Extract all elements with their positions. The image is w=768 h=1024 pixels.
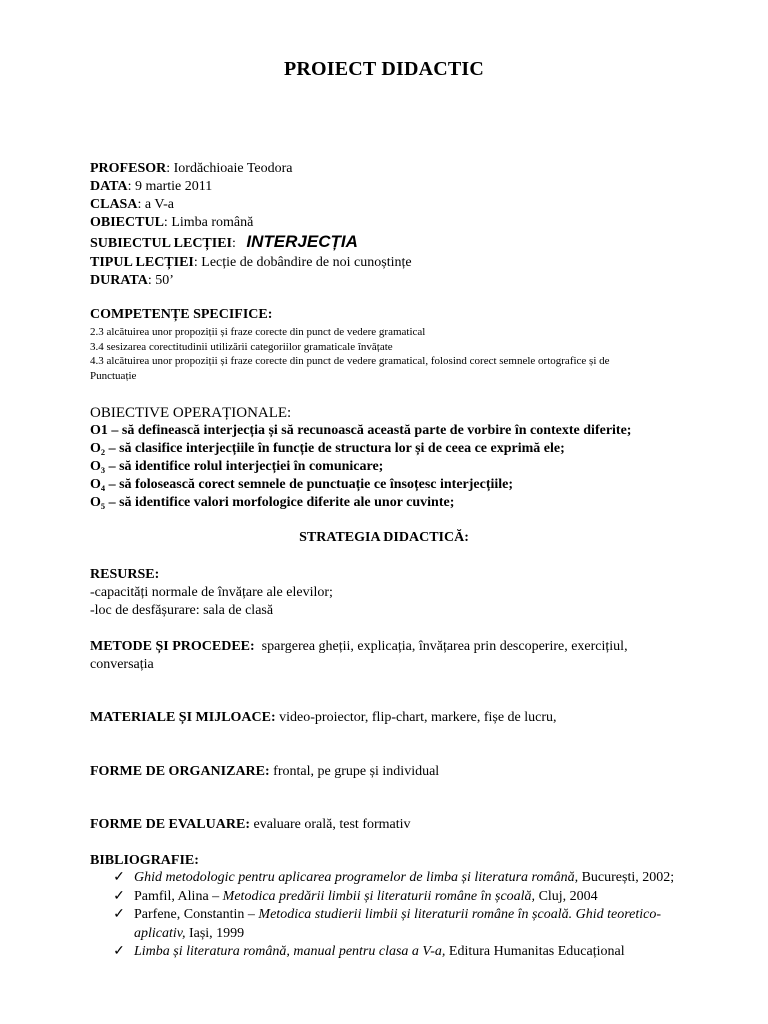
subiectul-row: SUBIECTUL LECȚIEI: INTERJECȚIA (90, 232, 358, 251)
materiale-section (90, 709, 728, 727)
check-mark-icon: ✓ (113, 888, 125, 904)
clasa-value: a V-a (144, 197, 175, 212)
obiectiv-item: O₄ – să folosească corect semnele de punctuație ce însoțesc interjecțiile; (90, 477, 514, 492)
evaluare-section (90, 816, 728, 834)
durata-row: DURATA: 50’ (90, 273, 174, 288)
bib-details: București, 2002; (578, 870, 675, 885)
strategia-heading: STRATEGIA DIDACTICĂ: (299, 530, 469, 545)
subiectul-label: SUBIECTUL LECȚIEI (90, 236, 233, 251)
obiective-heading: OBIECTIVE OPERAȚIONALE: (90, 405, 292, 421)
data-label: DATA (90, 179, 128, 194)
page-title: PROIECT DIDACTIC (283, 58, 485, 80)
bib-details: Editura Humanitas Educațional (445, 944, 625, 959)
tipul-row: TIPUL LECȚIEI: Lecție de dobândire de noi cunoștințe (90, 255, 412, 270)
metode-value-cont: conversația (90, 657, 154, 672)
competente-section (90, 306, 728, 383)
evaluare-label: FORME DE EVALUARE: (90, 817, 250, 832)
obiectul-value: Limba română (171, 215, 254, 230)
data-value: 9 martie 2011 (134, 179, 213, 194)
organizare-section (90, 763, 728, 781)
bib-title: Limba și literatura română, manual pentru clasa a V-a, (134, 944, 446, 959)
profesor-row: PROFESOR: Iordăchioaie Teodora (90, 161, 293, 176)
bibliografie-item (110, 869, 728, 888)
bib-details: Iași, 1999 (185, 925, 245, 941)
data-row: DATA: 9 martie 2011 (90, 179, 213, 194)
bib-title: Metodica studierii limbii și literaturii române în școală. Ghid teoretico- (258, 907, 662, 922)
bib-title: Metodica predării limbii și literaturii române în școală, (222, 888, 536, 904)
evaluare-value: evaluare orală, test formativ (249, 817, 411, 832)
competenta-item: Punctuație (90, 369, 137, 382)
obiectiv-item: O₃ – să identifice rolul interjecției în comunicare; (90, 459, 384, 474)
bibliografie-list (110, 869, 728, 962)
bib-author: Pamfil, Alina – (134, 888, 223, 904)
bib-author: Parfene, Constantin – (134, 907, 259, 922)
obiectul-row: OBIECTUL: Limba română (90, 215, 254, 230)
resurse-item: -loc de desfășurare: sala de clasă (90, 603, 274, 618)
obiectul-label: OBIECTUL (90, 215, 164, 230)
check-mark-icon: ✓ (113, 944, 125, 959)
check-mark-icon: ✓ (113, 870, 125, 885)
profesor-label: PROFESOR (90, 161, 167, 176)
bib-title: Ghid metodologic pentru aplicarea programelor de limba și literatura română, (134, 870, 579, 885)
profesor-value: Iordăchioaie Teodora (173, 161, 293, 176)
durata-value: 50’ (155, 273, 174, 288)
resurse-item: -capacități normale de învățare ale elevilor; (90, 585, 333, 600)
durata-label: DURATA (90, 273, 148, 288)
competente-heading: COMPETENȚE SPECIFICE: (90, 307, 273, 322)
obiectiv-item: O1 – să definească interjecția și să recunoască această parte de vorbire în contexte diferite; (90, 423, 632, 438)
competenta-item: 4.3 alcătuirea unor propoziții și fraze corecte din punct de vedere gramatical, folosind corect semnele ortografice și de (90, 355, 610, 367)
metode-value: spargerea gheții, explicația, învățarea prin descoperire, exercițiul, (254, 639, 628, 654)
bib-details: Cluj, 2004 (535, 888, 598, 904)
bibliografie-item (110, 888, 728, 907)
check-mark-icon: ✓ (113, 907, 125, 922)
resurse-heading: RESURSE: (90, 567, 160, 582)
obiectiv-item: O₅ – să identifice valori morfologice diferite ale unor cuvinte; (90, 495, 455, 510)
clasa-row: CLASA: a V-a (90, 197, 175, 212)
bibliografie-heading-wrap (90, 852, 728, 870)
bib-title-cont: aplicativ, (134, 925, 186, 941)
lesson-header (90, 160, 728, 290)
bibliografie-item (110, 943, 728, 962)
materiale-label: MATERIALE ȘI MIJLOACE: (90, 710, 276, 725)
tipul-label: TIPUL LECȚIEI (90, 255, 194, 270)
organizare-value: frontal, pe grupe și individual (269, 764, 440, 779)
competenta-item: 3.4 sesizarea corectitudinii utilizării categoriilor gramaticale învățate (90, 340, 393, 353)
organizare-label: FORME DE ORGANIZARE: (90, 764, 270, 779)
materiale-value: video-proiector, flip-chart, markere, fișe de lucru, (275, 710, 557, 725)
obiective-section (90, 404, 728, 512)
resurse-section (90, 566, 728, 620)
competente-list (90, 325, 728, 383)
competenta-item: 2.3 alcătuirea unor propoziții și fraze corecte din punct de vedere gramatical (90, 326, 426, 338)
subiectul-value: INTERJECȚIA (246, 232, 358, 251)
clasa-label: CLASA (90, 197, 138, 212)
obiectiv-item: O₂ – să clasifice interjecțiile în funcție de structura lor și de ceea ce exprimă ele; (90, 441, 565, 456)
metode-label: METODE ȘI PROCEDEE: (90, 639, 255, 654)
tipul-value: Lecție de dobândire de noi cunoștințe (201, 255, 412, 270)
metode-section (90, 638, 728, 674)
bibliografie-item (110, 906, 728, 943)
bibliografie-heading: BIBLIOGRAFIE: (90, 853, 199, 868)
